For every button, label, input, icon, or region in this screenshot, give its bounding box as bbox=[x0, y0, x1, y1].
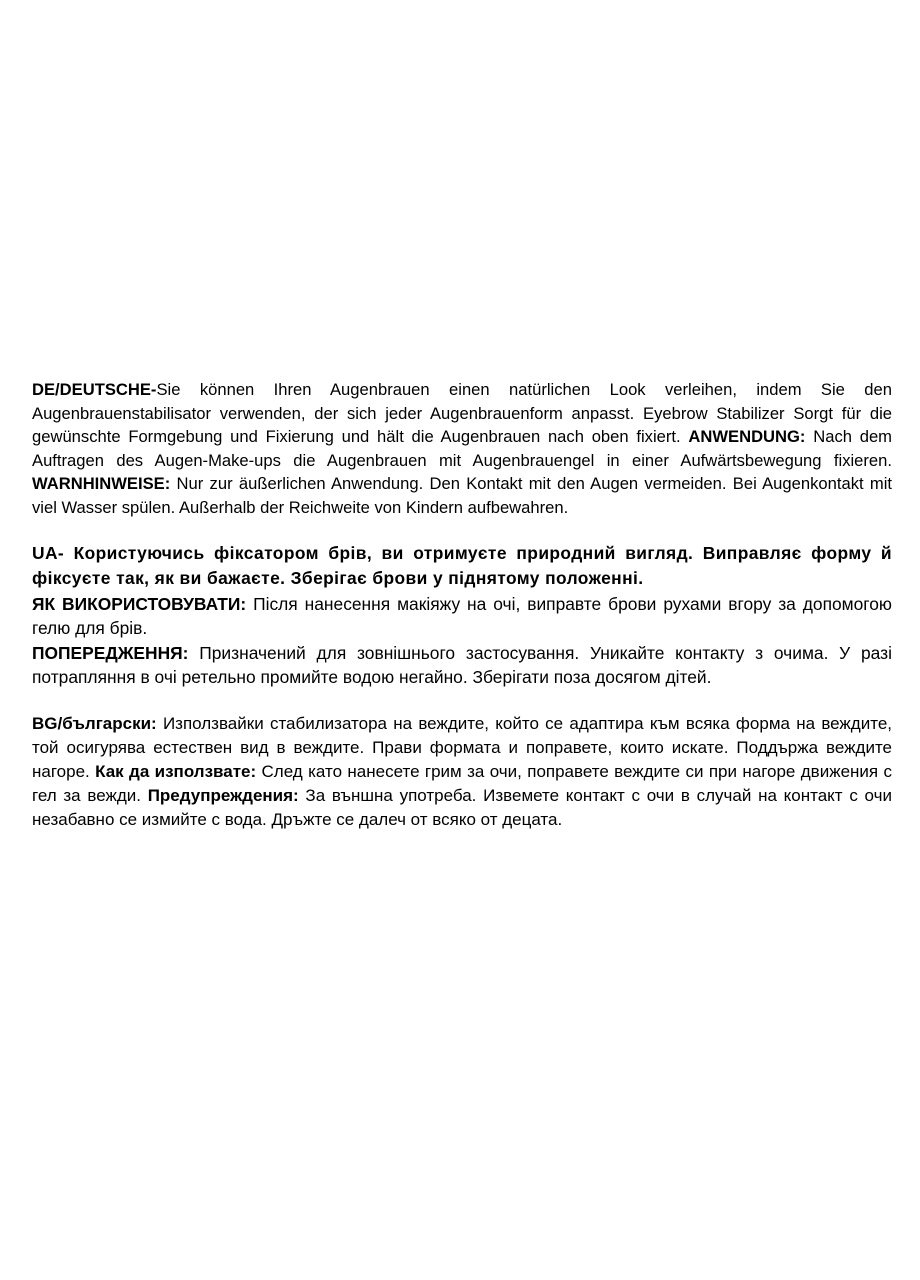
section-ua-warning-paragraph bbox=[32, 641, 892, 690]
section-ua-heading-warnings: ПОПЕРЕДЖЕННЯ: bbox=[32, 642, 189, 663]
section-bg-body-2: След като нанесете грим за очи, поправете веждите си при нагоре движения с гел за вежди. bbox=[32, 761, 892, 805]
section-bg bbox=[32, 712, 892, 833]
section-bg-language-label: BG/български: bbox=[32, 713, 157, 733]
section-bg-heading-usage: Как да използвате: bbox=[95, 761, 257, 781]
section-ua bbox=[32, 541, 892, 689]
section-de-heading-warnings: WARNHINWEISE: bbox=[32, 474, 171, 494]
section-bg-body-3: За външна употреба. Извемете контакт с очи в случай на контакт с очи незабавно се измийте с вода. Дръжте се далеч от всяко от децата. bbox=[32, 785, 892, 830]
section-de-body-1: Sie können Ihren Augenbrauen einen natürlichen Look verleihen, indem Sie den Augenbrauenstabilisator verwenden, der sich jeder Augenbrauenform anpasst. Eyebrow Stabilizer Sorgt für die gewünschte Formgebung und Fixierung und hält die Augenbrauen nach oben fixiert. bbox=[32, 380, 892, 447]
section-ua-body-2: Призначений для зовнішнього застосування. Уникайте контакту з очима. У разі потрапляння в очі ретельно промийте водою негайно. Зберігати поза досягом дітей. bbox=[32, 642, 892, 688]
section-de-body-2: Nach dem Auftragen des Augen-Make-ups die Augenbrauen mit Augenbrauengel in einer Aufwärtsbewegung fixieren. bbox=[32, 427, 893, 470]
section-bg-body-1: Използвайки стабилизатора на веждите, който се адаптира към всяка форма на веждите, той осигурява естествен вид в веждите. Прави формата и поправете, които искате. Поддържа веждите нагоре. bbox=[32, 713, 892, 781]
section-de-language-label: DE/DEUTSCHE- bbox=[32, 380, 157, 399]
section-ua-lead: UA- Користуючись фіксатором брів, ви отримуєте природний вигляд. Виправляє форму й фіксуєте так, як ви бажаєте. Зберігає брови у піднятому положенні. bbox=[32, 543, 892, 588]
section-de-heading-usage: ANWENDUNG: bbox=[688, 427, 806, 447]
section-ua-body-1: Після нанесення макіяжу на очі, виправте брови рухами вгору за допомогою гелю для брів. bbox=[32, 594, 892, 639]
section-de bbox=[32, 378, 892, 519]
section-de-body-3: Nur zur äußerlichen Anwendung. Den Kontakt mit den Augen vermeiden. Bei Augenkontakt mit viel Wasser spülen. Außerhalb der Reichweite von Kindern aufbewahren. bbox=[32, 474, 892, 517]
section-bg-heading-warnings: Предупреждения: bbox=[147, 785, 299, 805]
section-ua-heading-usage: ЯК ВИКОРИСТОВУВАТИ: bbox=[32, 594, 247, 615]
